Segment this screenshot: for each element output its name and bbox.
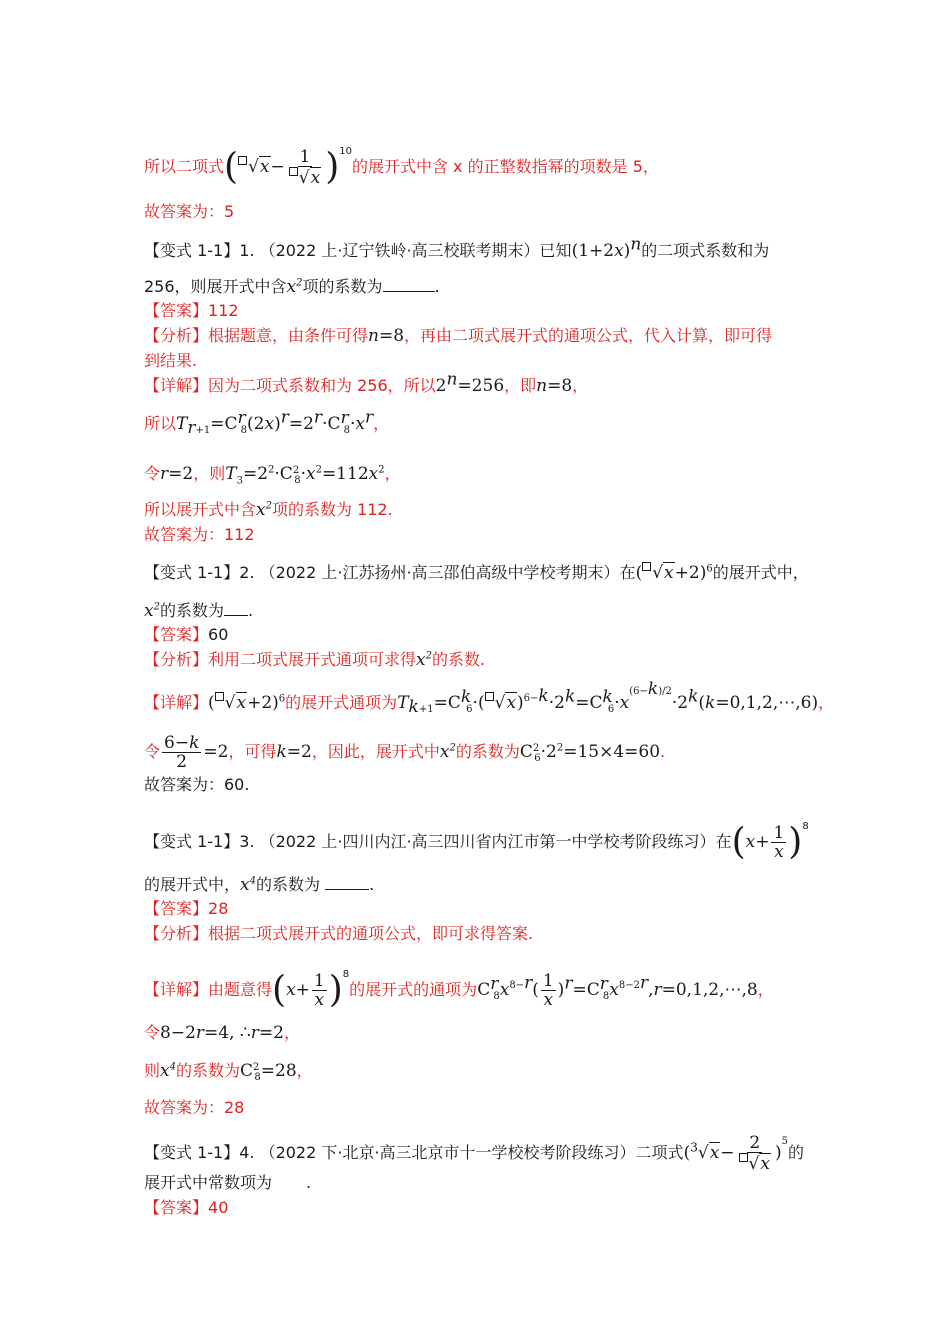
q2-blank	[224, 599, 248, 616]
q2-answer-label: 【答案】	[144, 625, 209, 644]
q2-line2: $x^2$的系数为 .	[144, 601, 254, 621]
q2-detail-label: 【详解】	[144, 693, 209, 712]
q1-line2-pre: 256，则展开式中含	[144, 277, 287, 296]
prev-conclusion-line	[144, 148, 659, 187]
q1-answer-value: 112	[208, 301, 239, 320]
q1-step3-pre: 令	[144, 464, 161, 483]
q3-detail-mid: 的展开式的通项为	[349, 980, 478, 999]
q4-title-pre: 【变式 1-1】4. （2022 下·北京·高三北京市十一学校校考阶段练习）二项式	[144, 1143, 684, 1162]
q1-title	[144, 234, 770, 262]
prev-conclusion-post: 的展开式中含 x 的正整数指幂的项数是 5，	[351, 157, 659, 176]
q3-answer-label: 【答案】	[144, 899, 209, 918]
q1-step3: 令r=2，则$T_3=2^2\cdot C^2_8\cdot x^2=112x^2$，	[144, 464, 401, 487]
q1-line2-post: 项的系数为	[302, 277, 383, 296]
q2-step2-mid2: ，因此，展开式中	[311, 742, 440, 761]
q1-analysis-pre: 根据题意，由条件可得	[208, 326, 369, 345]
q4-blank	[272, 1172, 306, 1188]
q2-title-pre: 【变式 1-1】2. （2022 上·江苏扬州·高三邵伯高级中学校考期末）在	[144, 563, 636, 582]
q3-line2: 的展开式中，$x^4$的系数为 .	[144, 875, 375, 895]
q2-step2-mid3: 的系数为	[455, 742, 520, 761]
q1-answer-label: 【答案】	[144, 301, 209, 320]
q1-step2-pre: 所以	[144, 414, 177, 433]
q2-analysis-post: 的系数.	[432, 650, 486, 669]
q1-analysis: 【分析】根据题意，由条件可得n=8，再由二项式展开式的通项公式，代入计算，即可得	[144, 326, 773, 346]
q3-step3-pre: 则	[144, 1061, 161, 1080]
q3-step3: 则$x^4$的系数为$C^2_8=28$，	[144, 1061, 313, 1084]
q1-final: 故答案为：112	[144, 525, 255, 544]
q4-answer-label: 【答案】	[144, 1198, 209, 1217]
q1-analysis-label: 【分析】	[144, 326, 209, 345]
q3-analysis	[144, 923, 533, 945]
q1-detail: 【详解】因为二项式系数和为 256，所以$2^n=256$，即n=8，	[144, 369, 589, 396]
q2-line2-post: 的系数为	[159, 601, 224, 620]
q1-detail-pre: 因为二项式系数和为 256，所以	[208, 376, 436, 395]
q1-formula: $(1+2x)^n$	[571, 234, 642, 261]
prev-final-answer: 故答案为：5	[144, 202, 235, 221]
q3-answer	[144, 898, 228, 920]
q3-line2-pre: 的展开式中，	[144, 875, 241, 894]
q4-formula: ($^3$√x− $\frac{2}{√x}$ )$^5$	[683, 1133, 788, 1174]
q1-step2: 所以$T_{r+1}=C^r_8(2x)^r=2^r\cdot C^r_8\cdot x^r$，	[144, 407, 390, 439]
q2-step2: 令 $\frac{6-k}{2}$ =2，可得k=2，因此，展开式中$x^2$的系数为$C^2_6\cdot 2^2=15\times 4=60$.	[144, 733, 666, 772]
q1-detail-label: 【详解】	[144, 376, 209, 395]
q3-title-pre: 【变式 1-1】3. （2022 上·四川内江·高三四川省内江市第一中学校考阶段练习）在	[144, 832, 732, 851]
q3-answer-value: 28	[208, 899, 229, 918]
q4-answer-value: 40	[208, 1198, 229, 1217]
q1-x2: $x^2$	[286, 277, 303, 297]
q2-final: 故答案为：60.	[144, 775, 250, 794]
q1-analysis-line2: 到结果.	[144, 351, 198, 370]
q4-line2-text: 展开式中常数项为	[144, 1173, 273, 1192]
q3-step2: 令8−2r=4, ∴r=2，	[144, 1023, 300, 1043]
q1-answer	[144, 300, 239, 322]
q2-title-post: 的展开式中，	[712, 563, 809, 582]
q3-final: 故答案为：28	[144, 1098, 245, 1117]
q2-formula: ( √x+2)$^6$	[635, 563, 713, 583]
q3-step3-mid: 的系数为	[175, 1061, 240, 1080]
q3-step2-pre: 令	[144, 1023, 161, 1042]
q2-step2-mid: ，可得	[228, 742, 277, 761]
q3-detail-label: 【详解】	[144, 980, 209, 999]
q3-title: 【变式 1-1】3. （2022 上·四川内江·高三四川省内江市第一中学校考阶段练习）在(x+ $\frac{1}{x}$ )$^8$	[144, 821, 809, 863]
q2-detail: 【详解】( √x+2)$^6$的展开式通项为$T_{k+1}=C^k_6\cdot$( $√x)^{6-k}\cdot 2^k=C^k_6\cdot x^{(6-k)/2}\cdot 2^k(k=0,1,2,\cdots,6)$，	[144, 679, 835, 718]
q3-detail: 【详解】由题意得(x+ $\frac{1}{x}$ )$^8$的展开式的通项为$C^r_8x^{8-r}$( $\frac{1}{x}$ )$^r=C^r_8x^{8-2r},r=0,1,2,\cdots,8$，	[144, 969, 774, 1011]
q2-step2-pre: 令	[144, 742, 161, 761]
q3-detail-pre: 由题意得	[208, 980, 273, 999]
q3-analysis-text: 根据二项式展开式的通项公式，即可求得答案.	[208, 924, 534, 943]
q1-blank	[383, 275, 435, 292]
q2-answer	[144, 624, 228, 646]
q2-analysis: 【分析】利用二项式展开式通项可求得$x^2$的系数.	[144, 650, 486, 670]
q1-line2: 256，则展开式中含$x^2$项的系数为 .	[144, 277, 440, 297]
q2-analysis-pre: 利用二项式展开式通项可求得	[208, 650, 417, 669]
q2-answer-value: 60	[208, 625, 229, 644]
q3-analysis-label: 【分析】	[144, 924, 209, 943]
q1-step3-mid: ，则	[193, 464, 226, 483]
q1-conclusion-post: 项的系数为 112.	[271, 500, 393, 519]
q4-answer	[144, 1197, 228, 1219]
q4-title	[144, 1134, 804, 1173]
q3-blank	[325, 873, 369, 890]
q2-title	[144, 562, 809, 584]
q3-line2-post: 的系数为	[255, 875, 320, 894]
q1-analysis-post: ，再由二项式展开式的通项公式，代入计算，即可得	[404, 326, 773, 345]
q4-line2: 展开式中常数项为 .	[144, 1173, 312, 1192]
q1-conclusion-pre: 所以展开式中含	[144, 500, 257, 519]
q2-analysis-label: 【分析】	[144, 650, 209, 669]
q1-title-pre: 【变式 1-1】1. （2022 上·辽宁铁岭·高三校联考期末）已知	[144, 241, 572, 260]
q1-detail-mid: ，即	[504, 376, 537, 395]
prev-conclusion-pre: 所以二项式	[144, 157, 225, 176]
q2-detail-mid: 的展开式通项为	[285, 693, 398, 712]
q1-conclusion: 所以展开式中含$x^2$项的系数为 112.	[144, 500, 393, 520]
q4-title-post: 的	[787, 1143, 804, 1162]
q1-title-post: 的二项式系数和为	[641, 241, 770, 260]
binomial-expression: ( √x− $\frac{1}{√x}$ )$^{10}$	[224, 146, 352, 188]
